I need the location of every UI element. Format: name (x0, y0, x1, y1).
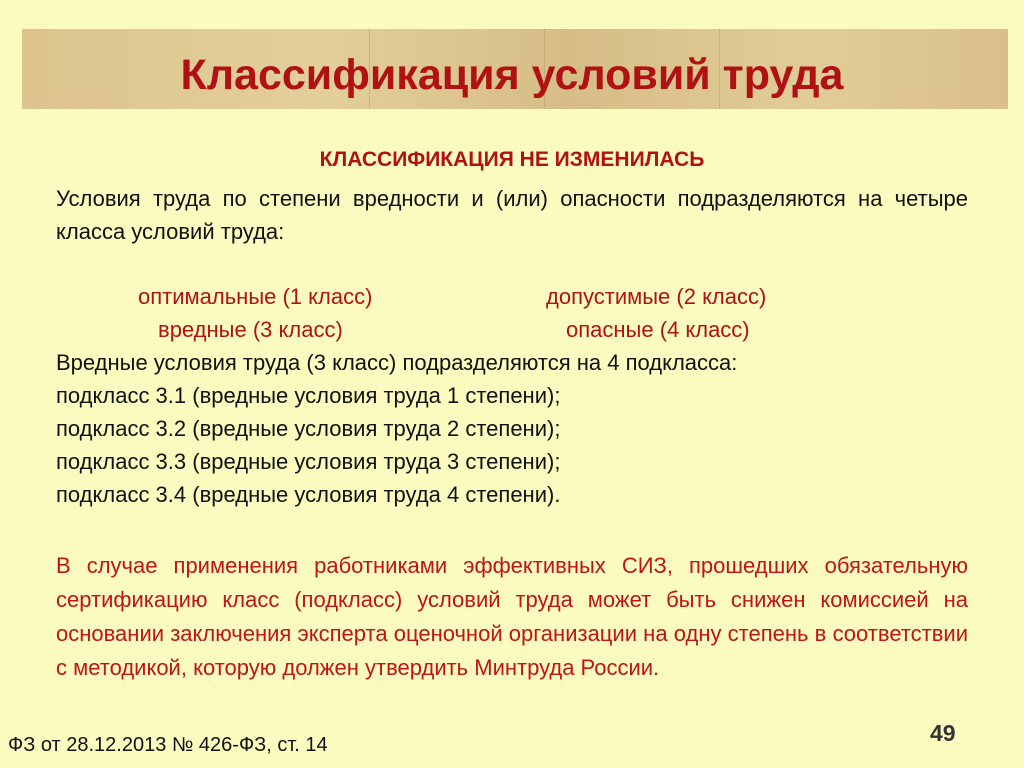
subclass-item: подкласс 3.1 (вредные условия труда 1 степени); (56, 383, 561, 408)
intro-paragraph: Условия труда по степени вредности и (или) опасности подразделяются на четыре класса условий труда: (56, 186, 968, 244)
subclass-list (56, 346, 968, 511)
class-acceptable: допустимые (2 класс) (546, 284, 767, 309)
slide-title: Классификация условий труда (180, 51, 844, 99)
law-reference: ФЗ от 28.12.2013 № 426-ФЗ, ст. 14 (8, 734, 328, 756)
class-optimal: оптимальные (1 класс) (138, 284, 373, 309)
class-harmful: вредные (3 класс) (158, 317, 343, 342)
subclass-item: подкласс 3.3 (вредные условия труда 3 степени); (56, 449, 561, 474)
note-paragraph: В случае применения работниками эффективных СИЗ, прошедших обязательную сертификацию класс (подкласс) условий труда может быть снижен комиссией на основании заключения эксперта оценочной организации на одну степень в соответствии с методикой, которую должен утвердить Минтруда России. (56, 553, 968, 680)
subclass-item: подкласс 3.2 (вредные условия труда 2 степени); (56, 416, 561, 441)
page-number: 49 (930, 720, 956, 746)
slide-subtitle: КЛАССИФИКАЦИЯ НЕ ИЗМЕНИЛАСЬ (319, 148, 705, 171)
class-dangerous: опасные (4 класс) (566, 317, 750, 342)
subclass-item: подкласс 3.4 (вредные условия труда 4 степени). (56, 482, 561, 507)
subclass-intro: Вредные условия труда (3 класс) подразделяются на 4 подкласса: (56, 350, 738, 375)
